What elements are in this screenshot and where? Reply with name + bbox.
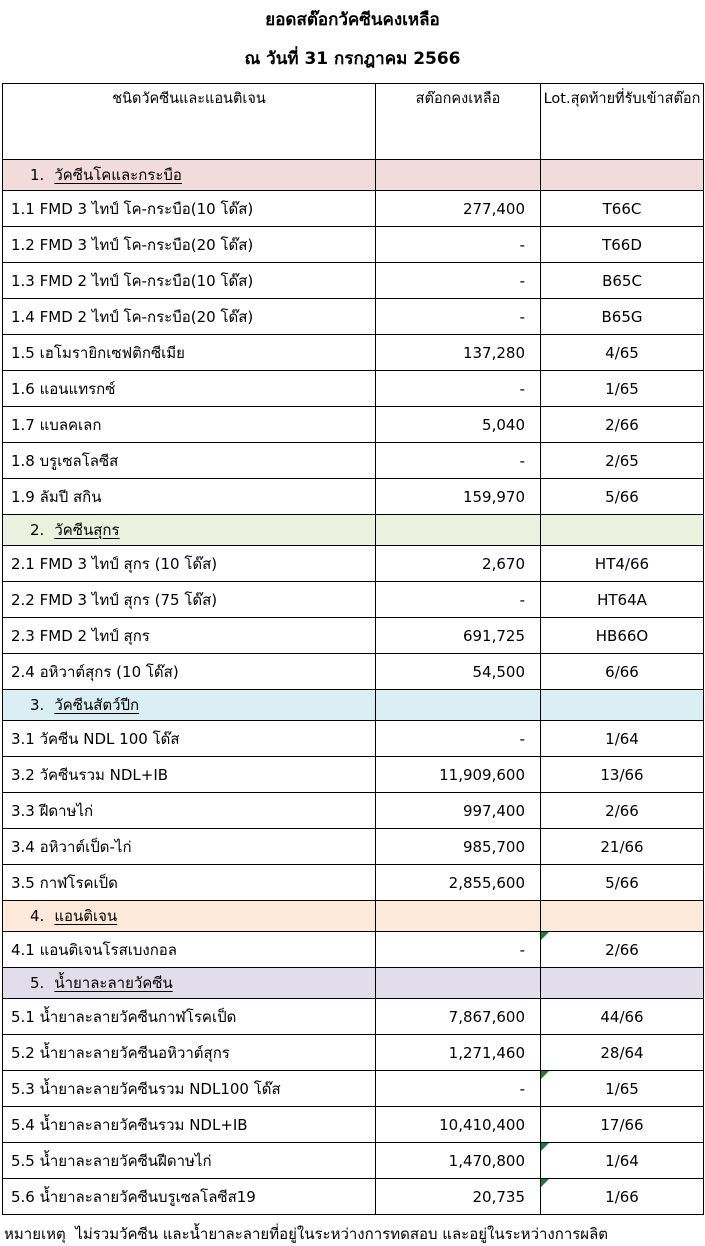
vaccine-name-cell: 1.2 FMD 3 ไทป์ โค-กระบือ(20 โด๊ส) bbox=[3, 227, 376, 263]
table-row bbox=[3, 1071, 704, 1107]
section-number: 1. bbox=[30, 166, 45, 184]
last-lot-cell: 13/66 bbox=[541, 757, 704, 793]
last-lot-cell: 2/65 bbox=[541, 443, 704, 479]
section-title: วัคซีนสัตว์ปีก bbox=[54, 696, 140, 714]
last-lot-cell: 2/66 bbox=[541, 407, 704, 443]
stock-remaining-cell: 10,410,400 bbox=[376, 1107, 541, 1143]
vaccine-name-cell: 1.7 แบลคเลก bbox=[3, 407, 376, 443]
table-row bbox=[3, 1143, 704, 1179]
vaccine-name-cell: 5.1 น้ำยาละลายวัคซีนกาฬโรคเป็ด bbox=[3, 999, 376, 1035]
stock-remaining-cell: - bbox=[376, 299, 541, 335]
vaccine-name-cell: 3.2 วัคซีนรวม NDL+IB bbox=[3, 757, 376, 793]
section-header-row bbox=[3, 690, 704, 721]
vaccine-name-cell: 5.6 น้ำยาละลายวัคซีนบรูเซลโลซีส19 bbox=[3, 1179, 376, 1215]
table-row bbox=[3, 932, 704, 968]
last-lot-cell: 2/66 bbox=[541, 793, 704, 829]
last-lot-cell: B65C bbox=[541, 263, 704, 299]
table-row bbox=[3, 618, 704, 654]
table-row bbox=[3, 865, 704, 901]
table-row bbox=[3, 479, 704, 515]
stock-remaining-cell: 691,725 bbox=[376, 618, 541, 654]
last-lot-cell: 21/66 bbox=[541, 829, 704, 865]
last-lot-cell: 5/66 bbox=[541, 479, 704, 515]
table-row bbox=[3, 407, 704, 443]
stock-remaining-cell: - bbox=[376, 1071, 541, 1107]
section-number: 3. bbox=[30, 696, 45, 714]
last-lot-cell: 4/65 bbox=[541, 335, 704, 371]
section-title-cell bbox=[3, 690, 376, 721]
last-lot-cell: HT64A bbox=[541, 582, 704, 618]
stock-remaining-cell: 2,855,600 bbox=[376, 865, 541, 901]
table-row bbox=[3, 721, 704, 757]
stock-remaining-cell: 7,867,600 bbox=[376, 999, 541, 1035]
section-number: 2. bbox=[30, 521, 45, 539]
vaccine-name-cell: 2.4 อหิวาต์สุกร (10 โด๊ส) bbox=[3, 654, 376, 690]
section-header-row bbox=[3, 901, 704, 932]
last-lot-cell: 44/66 bbox=[541, 999, 704, 1035]
stock-remaining-cell: - bbox=[376, 582, 541, 618]
stock-remaining-cell: - bbox=[376, 721, 541, 757]
section-title-cell bbox=[3, 515, 376, 546]
table-row bbox=[3, 582, 704, 618]
vaccine-name-cell: 1.4 FMD 2 ไทป์ โค-กระบือ(20 โด๊ส) bbox=[3, 299, 376, 335]
section-empty-stock-cell bbox=[376, 515, 541, 546]
column-header-stock-remaining: สต๊อกคงเหลือ bbox=[376, 84, 541, 160]
table-row bbox=[3, 371, 704, 407]
last-lot-cell: 1/64 bbox=[541, 1143, 704, 1179]
section-empty-stock-cell bbox=[376, 968, 541, 999]
table-row bbox=[3, 191, 704, 227]
report-date: ณ วันที่ 31 กรกฎาคม 2566 bbox=[244, 49, 461, 69]
section-empty-lot-cell bbox=[541, 160, 704, 191]
column-header-vaccine-type: ชนิดวัคซีนและแอนติเจน bbox=[3, 84, 376, 160]
table-row bbox=[3, 757, 704, 793]
stock-remaining-cell: - bbox=[376, 263, 541, 299]
stock-remaining-cell: 985,700 bbox=[376, 829, 541, 865]
last-lot-cell: T66C bbox=[541, 191, 704, 227]
stock-remaining-cell: 277,400 bbox=[376, 191, 541, 227]
last-lot-cell: 2/66 bbox=[541, 932, 704, 968]
section-number: 4. bbox=[30, 907, 45, 925]
section-title-cell bbox=[3, 968, 376, 999]
vaccine-name-cell: 1.6 แอนแทรกซ์ bbox=[3, 371, 376, 407]
last-lot-cell: 1/64 bbox=[541, 721, 704, 757]
stock-remaining-cell: 54,500 bbox=[376, 654, 541, 690]
table-row bbox=[3, 227, 704, 263]
section-empty-lot-cell bbox=[541, 690, 704, 721]
last-lot-cell: 6/66 bbox=[541, 654, 704, 690]
section-empty-lot-cell bbox=[541, 968, 704, 999]
table-header-row bbox=[3, 84, 704, 160]
section-header-row bbox=[3, 160, 704, 191]
vaccine-name-cell: 2.1 FMD 3 ไทป์ สุกร (10 โด๊ส) bbox=[3, 546, 376, 582]
table-row bbox=[3, 335, 704, 371]
section-title: วัคซีนสุกร bbox=[54, 521, 120, 539]
vaccine-name-cell: 5.5 น้ำยาละลายวัคซีนฝีดาษไก่ bbox=[3, 1143, 376, 1179]
stock-remaining-cell: 20,735 bbox=[376, 1179, 541, 1215]
vaccine-name-cell: 3.3 ฝีดาษไก่ bbox=[3, 793, 376, 829]
stock-remaining-cell: - bbox=[376, 371, 541, 407]
table-row bbox=[3, 1179, 704, 1215]
stock-remaining-cell: 11,909,600 bbox=[376, 757, 541, 793]
section-title: น้ำยาละลายวัคซีน bbox=[54, 974, 173, 992]
last-lot-cell: T66D bbox=[541, 227, 704, 263]
stock-remaining-cell: 137,280 bbox=[376, 335, 541, 371]
vaccine-name-cell: 5.4 น้ำยาละลายวัคซีนรวม NDL+IB bbox=[3, 1107, 376, 1143]
last-lot-cell: HB66O bbox=[541, 618, 704, 654]
vaccine-name-cell: 1.9 ลัมปี สกิน bbox=[3, 479, 376, 515]
section-header-row bbox=[3, 968, 704, 999]
section-empty-lot-cell bbox=[541, 901, 704, 932]
vaccine-name-cell: 1.3 FMD 2 ไทป์ โค-กระบือ(10 โด๊ส) bbox=[3, 263, 376, 299]
section-title: แอนติเจน bbox=[54, 907, 118, 925]
page-title: ยอดสต๊อกวัคซีนคงเหลือ bbox=[265, 10, 440, 30]
stock-remaining-cell: 997,400 bbox=[376, 793, 541, 829]
stock-remaining-cell: 5,040 bbox=[376, 407, 541, 443]
section-empty-stock-cell bbox=[376, 160, 541, 191]
vaccine-name-cell: 3.5 กาฬโรคเป็ด bbox=[3, 865, 376, 901]
section-empty-lot-cell bbox=[541, 515, 704, 546]
vaccine-name-cell: 3.1 วัคซีน NDL 100 โด๊ส bbox=[3, 721, 376, 757]
stock-remaining-cell: - bbox=[376, 443, 541, 479]
vaccine-name-cell: 1.8 บรูเซลโลซีส bbox=[3, 443, 376, 479]
last-lot-cell: 17/66 bbox=[541, 1107, 704, 1143]
section-header-row bbox=[3, 515, 704, 546]
last-lot-cell: B65G bbox=[541, 299, 704, 335]
column-header-last-lot: Lot.สุดท้ายที่รับเข้าสต๊อก bbox=[541, 84, 704, 160]
last-lot-cell: 5/66 bbox=[541, 865, 704, 901]
last-lot-cell: 1/66 bbox=[541, 1179, 704, 1215]
vaccine-name-cell: 1.1 FMD 3 ไทป์ โค-กระบือ(10 โด๊ส) bbox=[3, 191, 376, 227]
table-row bbox=[3, 546, 704, 582]
last-lot-cell: HT4/66 bbox=[541, 546, 704, 582]
last-lot-cell: 28/64 bbox=[541, 1035, 704, 1071]
table-row bbox=[3, 443, 704, 479]
table-row bbox=[3, 999, 704, 1035]
vaccine-name-cell: 3.4 อหิวาต์เป็ด-ไก่ bbox=[3, 829, 376, 865]
table-row bbox=[3, 793, 704, 829]
section-title: วัคซีนโคและกระบือ bbox=[54, 166, 182, 184]
section-title-cell bbox=[3, 901, 376, 932]
section-empty-stock-cell bbox=[376, 901, 541, 932]
vaccine-name-cell: 5.2 น้ำยาละลายวัคซีนอหิวาต์สุกร bbox=[3, 1035, 376, 1071]
table-row bbox=[3, 829, 704, 865]
table-row bbox=[3, 299, 704, 335]
stock-remaining-cell: - bbox=[376, 932, 541, 968]
vaccine-name-cell: 5.3 น้ำยาละลายวัคซีนรวม NDL100 โด๊ส bbox=[3, 1071, 376, 1107]
stock-remaining-cell: - bbox=[376, 227, 541, 263]
section-empty-stock-cell bbox=[376, 690, 541, 721]
table-row bbox=[3, 1107, 704, 1143]
vaccine-name-cell: 2.3 FMD 2 ไทป์ สุกร bbox=[3, 618, 376, 654]
vaccine-name-cell: 2.2 FMD 3 ไทป์ สุกร (75 โด๊ส) bbox=[3, 582, 376, 618]
section-title-cell bbox=[3, 160, 376, 191]
vaccine-stock-table bbox=[2, 83, 704, 1215]
footnote: หมายเหตุ ไม่รวมวัคซีน และน้ำยาละลายที่อยู่ในระหว่างการทดสอบ และอยู่ในระหว่างการผลิต bbox=[4, 1225, 609, 1243]
table-row bbox=[3, 1035, 704, 1071]
last-lot-cell: 1/65 bbox=[541, 1071, 704, 1107]
last-lot-cell: 1/65 bbox=[541, 371, 704, 407]
table-row bbox=[3, 654, 704, 690]
table-row bbox=[3, 263, 704, 299]
stock-remaining-cell: 159,970 bbox=[376, 479, 541, 515]
vaccine-name-cell: 1.5 เฮโมรายิกเซฟติกซีเมีย bbox=[3, 335, 376, 371]
stock-remaining-cell: 1,470,800 bbox=[376, 1143, 541, 1179]
stock-remaining-cell: 2,670 bbox=[376, 546, 541, 582]
vaccine-name-cell: 4.1 แอนติเจนโรสเบงกอล bbox=[3, 932, 376, 968]
stock-remaining-cell: 1,271,460 bbox=[376, 1035, 541, 1071]
section-number: 5. bbox=[30, 974, 45, 992]
